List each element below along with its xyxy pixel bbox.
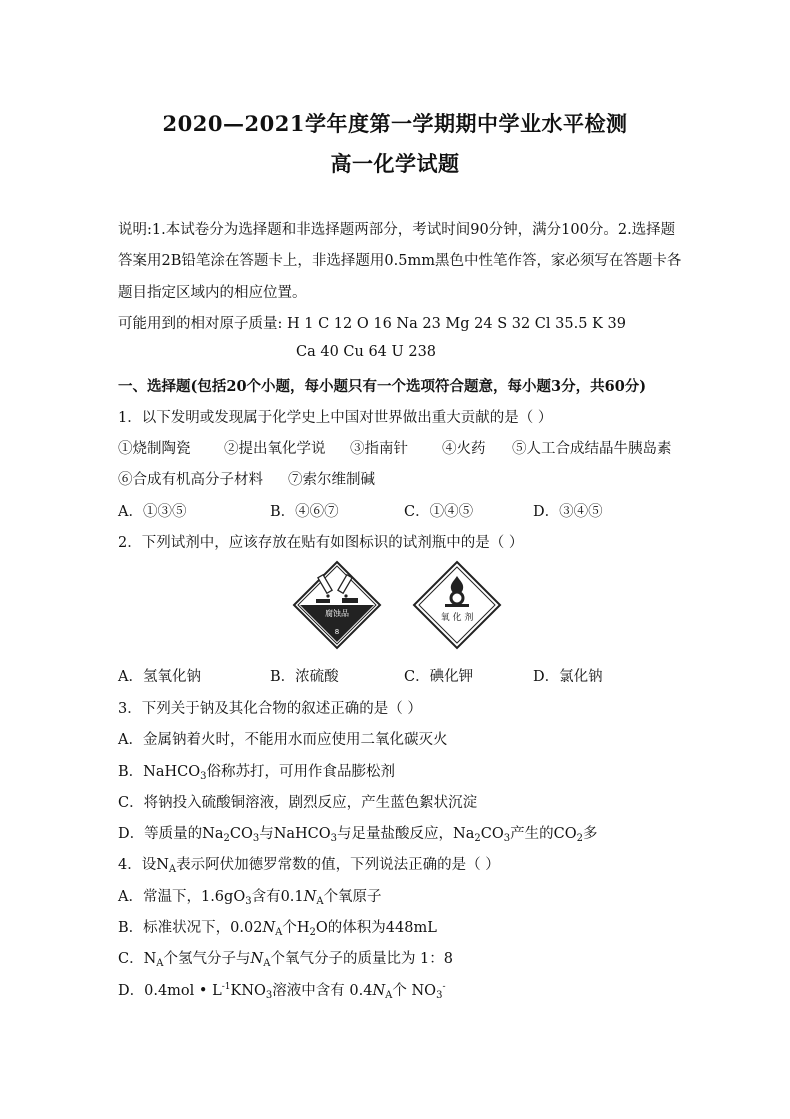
q3-option-b: B．NaHCO$_3$俗称苏打，可用作食品膨松剂 bbox=[118, 764, 395, 782]
exam-title: 2020—2021学年度第一学期期中学业水平检测 bbox=[162, 111, 628, 136]
q4-option-b: B．标准状况下，$0.02N_A$个$H_2O$的体积为448mL bbox=[118, 920, 437, 938]
q1-option-a: A．①③⑤ bbox=[118, 504, 187, 520]
q1-option-c: C．①④⑤ bbox=[404, 504, 474, 520]
oxidizer-icon bbox=[412, 560, 502, 650]
q2-option-c: C．碘化钾 bbox=[404, 669, 474, 685]
corrosive-icon bbox=[292, 560, 382, 650]
q1-item: ③指南针 bbox=[350, 441, 408, 457]
q4-option-c: C．$N_A$个氢气分子与$N_A$个氧气分子的质量比为 1：8 bbox=[118, 951, 454, 969]
atomic-masses-line-1: 可能用到的相对原子质量: H 1 C 12 O 16 Na 23 Mg 24 S 32 Cl 35.5 K 39 bbox=[118, 316, 626, 332]
q2-option-a: A．氢氧化钠 bbox=[118, 669, 201, 685]
q3-stem: 3．下列关于钠及其化合物的叙述正确的是（ ） bbox=[118, 701, 422, 717]
q1-item: ⑥合成有机高分子材料 bbox=[118, 472, 263, 488]
q1-option-b: B．④⑥⑦ bbox=[270, 504, 339, 520]
oxidizer-label-text: 氧 化 剂 bbox=[440, 613, 474, 623]
oxidizer-hazard-label bbox=[412, 560, 502, 650]
q2-stem: 2．下列试剂中，应该存放在贴有如图标识的试剂瓶中的是（ ） bbox=[118, 535, 524, 551]
q1-item: ①烧制陶瓷 bbox=[118, 441, 191, 457]
section-heading: 一、选择题(包括20个小题，每小题只有一个选项符合题意，每小题3分，共60分) bbox=[118, 378, 647, 395]
corrosive-label-text: 腐蚀品 bbox=[325, 609, 349, 618]
q2-option-b: B．浓硫酸 bbox=[270, 669, 339, 685]
corrosive-hazard-label bbox=[292, 560, 382, 650]
q1-item: ④火药 bbox=[442, 441, 486, 457]
exam-subtitle: 高一化学试题 bbox=[330, 151, 460, 176]
q3-option-c: C．将钠投入硫酸铜溶液，剧烈反应，产生蓝色絮状沉淀 bbox=[118, 795, 478, 811]
q3-option-a: A．金属钠着火时，不能用水而应使用二氧化碳灭火 bbox=[118, 732, 448, 748]
q1-option-d: D．③④⑤ bbox=[533, 504, 603, 520]
instructions-line-2: 答案用2B铅笔涂在答题卡上，非选择题用0.5mm黑色中性笔作答，家必须写在答题卡各 bbox=[118, 253, 682, 269]
q1-stem: 1．以下发明或发现属于化学史上中国对世界做出重大贡献的是（ ） bbox=[118, 410, 553, 426]
q2-option-d: D．氯化钠 bbox=[533, 669, 603, 685]
q4-stem: 4．设$N_A$表示阿伏加德罗常数的值，下列说法正确的是（ ） bbox=[118, 857, 500, 875]
q3-option-d: D．等质量的$Na_2CO_3$与NaHCO$_3$与足量盐酸反应，$Na_2CO_3$产生的$CO_2$多 bbox=[118, 826, 598, 844]
corrosive-class-number: 8 bbox=[334, 628, 340, 636]
instructions-line-1: 说明:1.本试卷分为选择题和非选择题两部分，考试时间90分钟，满分100分。2.选择题 bbox=[118, 222, 676, 238]
q4-option-d: D．0.4mol • $L^{-1}KNO_3$溶液中含有 $0.4N_A$个 $NO_3^-$ bbox=[118, 982, 446, 1001]
q4-option-a: A．常温下，$1.6gO_3$含有$0.1N_A$个氧原子 bbox=[118, 889, 382, 907]
q1-item: ②提出氧化学说 bbox=[224, 441, 326, 457]
q1-item: ⑦索尔维制碱 bbox=[288, 472, 375, 488]
atomic-masses-line-2: Ca 40 Cu 64 U 238 bbox=[296, 344, 437, 360]
q1-item: ⑤人工合成结晶牛胰岛素 bbox=[512, 441, 672, 457]
instructions-line-3: 题目指定区域内的相应位置。 bbox=[118, 285, 307, 301]
